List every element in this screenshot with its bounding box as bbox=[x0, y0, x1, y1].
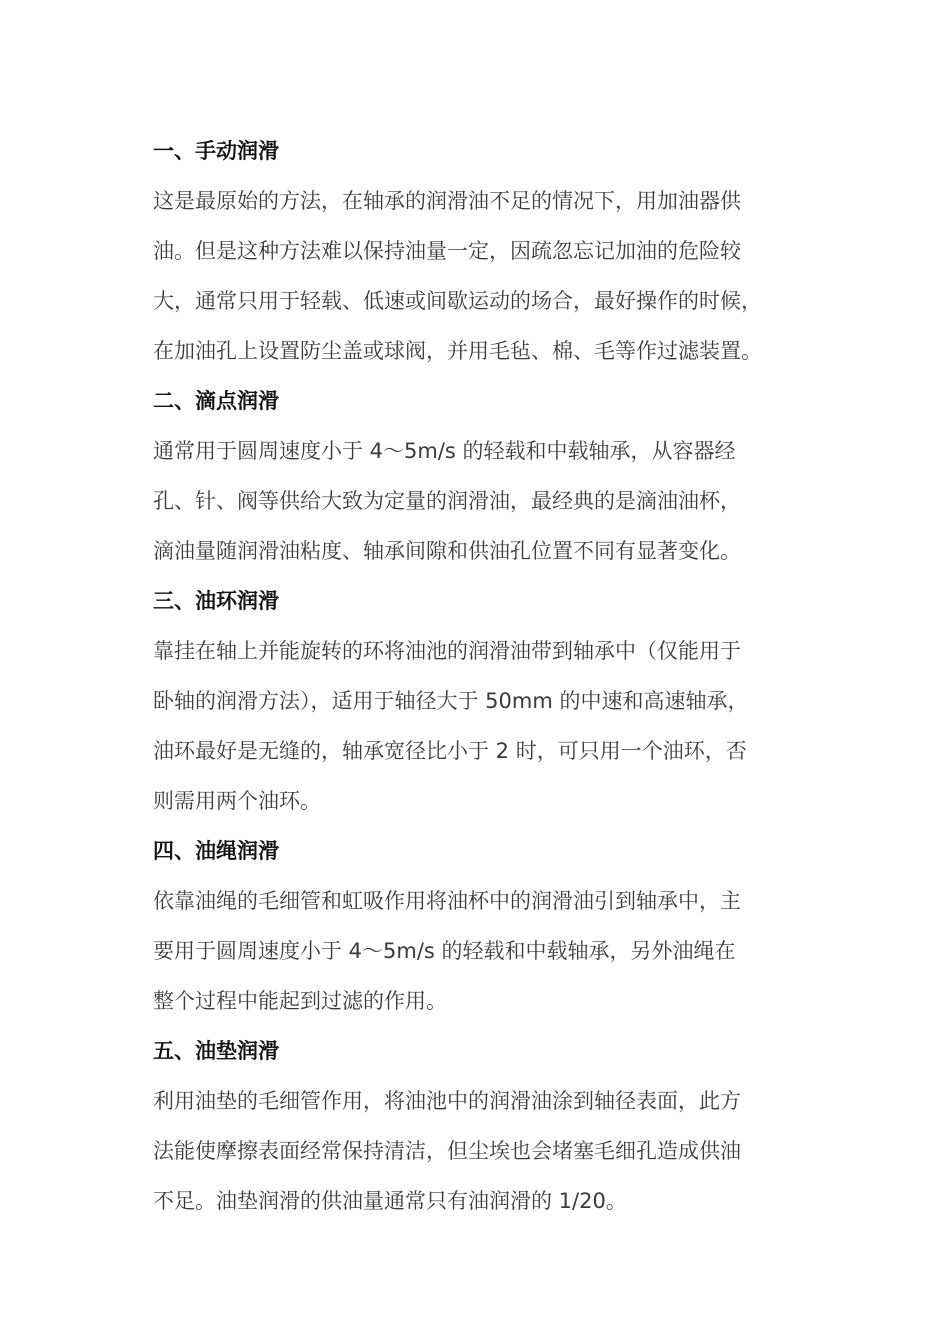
paragraph-line: 靠挂在轴上并能旋转的环将油池的润滑油带到轴承中（仅能用于 bbox=[153, 639, 741, 663]
paragraph-line: 滴油量随润滑油粘度、轴承间隙和供油孔位置不同有显著变化。 bbox=[153, 539, 741, 563]
section-heading: 二、滴点润滑 bbox=[153, 389, 279, 413]
paragraph-line: 油环最好是无缝的，轴承宽径比小于 2 时，可只用一个油环，否 bbox=[153, 739, 747, 763]
paragraph-line: 通常用于圆周速度小于 4～5m/s 的轻载和中载轴承，从容器经 bbox=[153, 439, 736, 463]
paragraph-line: 要用于圆周速度小于 4～5m/s 的轻载和中载轴承，另外油绳在 bbox=[153, 939, 736, 963]
section-heading: 一、手动润滑 bbox=[153, 139, 279, 163]
paragraph-line: 这是最原始的方法，在轴承的润滑油不足的情况下，用加油器供 bbox=[153, 189, 741, 213]
paragraph-line: 则需用两个油环。 bbox=[153, 789, 321, 813]
section-paragraph bbox=[153, 176, 818, 376]
paragraph-line: 在加油孔上设置防尘盖或球阀，并用毛毡、棉、毛等作过滤装置。 bbox=[153, 339, 762, 363]
section-oil-ring-lubrication bbox=[153, 576, 818, 826]
paragraph-line: 依靠油绳的毛细管和虹吸作用将油杯中的润滑油引到轴承中，主 bbox=[153, 889, 741, 913]
paragraph-line: 利用油垫的毛细管作用，将油池中的润滑油涂到轴径表面，此方 bbox=[153, 1089, 741, 1113]
section-heading: 三、油环润滑 bbox=[153, 589, 279, 613]
section-oil-wick-lubrication bbox=[153, 826, 818, 1026]
section-drip-lubrication bbox=[153, 376, 818, 576]
section-paragraph bbox=[153, 876, 818, 1026]
section-manual-lubrication bbox=[153, 126, 818, 376]
section-paragraph bbox=[153, 626, 818, 826]
paragraph-line: 卧轴的润滑方法），适用于轴径大于 50mm 的中速和高速轴承， bbox=[153, 689, 749, 713]
paragraph-line: 油。但是这种方法难以保持油量一定，因疏忽忘记加油的危险较 bbox=[153, 239, 741, 263]
paragraph-line: 法能使摩擦表面经常保持清洁，但尘埃也会堵塞毛细孔造成供油 bbox=[153, 1139, 741, 1163]
paragraph-line: 整个过程中能起到过滤的作用。 bbox=[153, 989, 447, 1013]
section-paragraph bbox=[153, 426, 818, 576]
paragraph-line: 不足。油垫润滑的供油量通常只有油润滑的 1/20。 bbox=[153, 1189, 627, 1213]
section-paragraph bbox=[153, 1076, 818, 1226]
paragraph-line: 孔、针、阀等供给大致为定量的润滑油，最经典的是滴油油杯， bbox=[153, 489, 741, 513]
document-body bbox=[153, 126, 818, 1226]
section-heading: 五、油垫润滑 bbox=[153, 1039, 279, 1063]
section-heading: 四、油绳润滑 bbox=[153, 839, 279, 863]
section-oil-pad-lubrication bbox=[153, 1026, 818, 1226]
paragraph-line: 大，通常只用于轻载、低速或间歇运动的场合，最好操作的时候， bbox=[153, 289, 762, 313]
